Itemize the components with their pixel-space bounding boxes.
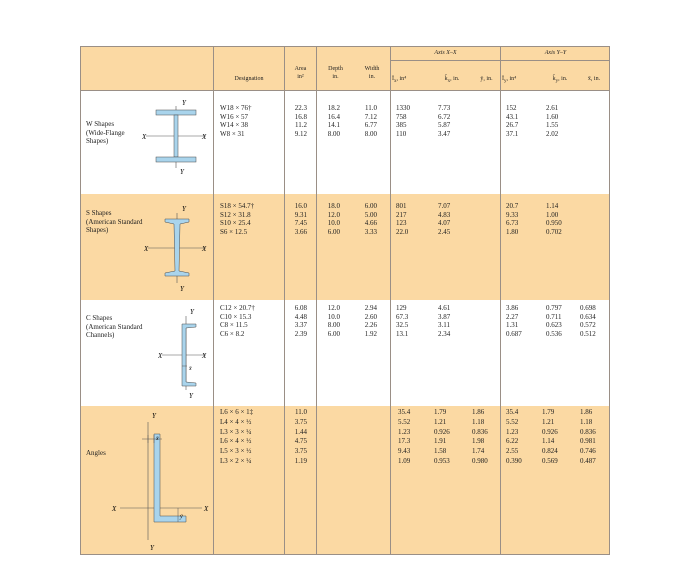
angles-iy-column: 35.4 5.52 1.23 6.22 2.55 0.390 — [506, 408, 522, 465]
header-axis-yy: Axis Y–Y — [544, 50, 567, 56]
table-border-right — [609, 46, 610, 555]
axis-label-y: Y — [180, 168, 184, 176]
header-width: Width — [364, 66, 380, 72]
axis-label-y: Y — [190, 308, 194, 316]
table-border-left — [80, 46, 81, 555]
axis-label-x: X — [142, 133, 147, 141]
axis-label-y: Y — [182, 99, 186, 107]
s-width-column: 6.00 5.00 4.66 3.33 — [364, 202, 377, 236]
centroid-label-xbar: x̄ — [189, 366, 192, 372]
axis-label-x: X — [204, 505, 209, 513]
table-border-bottom — [80, 554, 610, 555]
header-ky: $k̄_y$, in. — [552, 76, 568, 85]
w-ix-column: 1330 758 385 110 — [396, 104, 410, 138]
header-xbar: x̄, in. — [587, 76, 601, 82]
header-depth-unit: in. — [332, 74, 339, 80]
header-divider — [80, 90, 610, 91]
axis-label-y: Y — [189, 392, 193, 400]
group-name-w: W Shapes (Wide-Flange Shapes) — [86, 120, 125, 146]
c-width-column: 2.94 2.60 2.26 1.92 — [364, 304, 377, 338]
s-depth-column: 18.0 12.0 10.0 6.00 — [327, 202, 340, 236]
w-kx-column: 7.73 6.72 5.87 3.47 — [438, 104, 451, 138]
properties-table — [80, 46, 610, 555]
header-area: Area — [294, 66, 307, 72]
angles-area-column: 11.0 3.75 1.44 4.75 3.75 1.19 — [294, 408, 307, 465]
table-border-top — [80, 46, 610, 47]
c-iy-column: 3.86 2.27 1.31 0.687 — [506, 304, 522, 338]
w-area-column: 22.3 16.8 11.2 9.12 — [294, 104, 307, 138]
c-ky-column: 0.797 0.711 0.623 0.536 — [546, 304, 562, 338]
header-ix: $Ī_x$, in⁴ — [392, 76, 407, 85]
group-name-angles: Angles — [86, 449, 106, 457]
header-designation: Designation — [234, 76, 264, 82]
w-ky-column: 2.61 1.60 1.55 2.02 — [546, 104, 559, 138]
w-width-column: 11.0 7.12 6.77 8.00 — [364, 104, 377, 138]
s-ix-column: 801 217 123 22.0 — [396, 202, 409, 236]
s-designation-column: S18 × 54.7† S12 × 31.8 S10 × 25.4 S6 × 12.5 — [220, 202, 255, 236]
header-width-unit: in. — [368, 74, 376, 80]
c-kx-column: 4.61 3.87 3.11 2.34 — [438, 304, 451, 338]
column-divider — [213, 46, 214, 555]
angles-ix-column: 35.4 5.52 1.23 17.3 9.43 1.09 — [398, 408, 411, 465]
column-divider — [390, 46, 391, 555]
header-kx: $k̄_x$, in. — [444, 76, 460, 85]
angles-ybar-column: 1.86 1.18 0.836 1.98 1.74 0.980 — [472, 408, 488, 465]
s-ky-column: 1.14 1.00 0.950 0.702 — [546, 202, 562, 236]
c-area-column: 6.08 4.48 3.37 2.39 — [294, 304, 307, 338]
axis-label-x: X — [202, 245, 207, 253]
axis-label-x: X — [202, 352, 207, 360]
header-depth: Depth — [328, 66, 343, 72]
axis-label-y: Y — [180, 285, 184, 293]
w-depth-column: 18.2 16.4 14.1 8.00 — [327, 104, 340, 138]
c-designation-column: C12 × 20.7† C10 × 15.3 C8 × 11.5 C6 × 8.2 — [220, 304, 255, 338]
angles-ky-column: 1.79 1.21 0.926 1.14 0.824 0.569 — [542, 408, 558, 465]
centroid-label-ybar: ȳ — [180, 514, 183, 520]
centroid-label-xbar: x̄ — [156, 436, 159, 442]
w-shape-diagram — [142, 96, 210, 178]
column-divider — [500, 46, 501, 555]
w-iy-column: 152 43.1 26.7 37.1 — [506, 104, 519, 138]
header-iy: $Ī_y$, in⁴ — [502, 76, 517, 85]
s-iy-column: 20.7 9.33 6.73 1.80 — [506, 202, 519, 236]
s-area-column: 16.0 9.31 7.45 3.66 — [294, 202, 307, 236]
c-ix-column: 129 67.3 32.5 13.1 — [396, 304, 409, 338]
c-xbar-column: 0.698 0.634 0.572 0.512 — [580, 304, 596, 338]
axis-label-x: X — [202, 133, 207, 141]
angles-kx-column: 1.79 1.21 0.926 1.91 1.58 0.953 — [434, 408, 450, 465]
axis-label-y: Y — [182, 205, 186, 213]
header-ybar: ȳ, in. — [480, 76, 493, 82]
group-name-c: C Shapes (American Standard Channels) — [86, 314, 143, 340]
axis-label-x: X — [112, 505, 117, 513]
axis-label-y: Y — [152, 412, 156, 420]
axis-label-y: Y — [150, 544, 154, 552]
angle-shape-diagram — [110, 408, 212, 554]
group-name-s: S Shapes (American Standard Shapes) — [86, 209, 143, 235]
header-axis-xx: Axis X–X — [434, 50, 457, 56]
s-kx-column: 7.07 4.83 4.07 2.45 — [438, 202, 451, 236]
c-depth-column: 12.0 10.0 8.00 6.00 — [327, 304, 340, 338]
header-area-unit: in² — [297, 74, 304, 80]
angles-xbar-column: 1.86 1.18 0.836 0.981 0.746 0.487 — [580, 408, 596, 465]
s-shape-diagram — [144, 201, 210, 295]
axis-label-x: X — [158, 352, 163, 360]
c-shape-diagram — [158, 304, 212, 400]
w-designation-column: W18 × 76† W16 × 57 W14 × 38 W8 × 31 — [220, 104, 252, 138]
angles-designation-column: L6 × 6 × 1‡ L4 × 4 × ½ L3 × 3 × ¼ L6 × 4 × ½ L5 × 3 × ½ L3 × 2 × ¼ — [220, 408, 254, 465]
axis-label-x: X — [144, 245, 149, 253]
